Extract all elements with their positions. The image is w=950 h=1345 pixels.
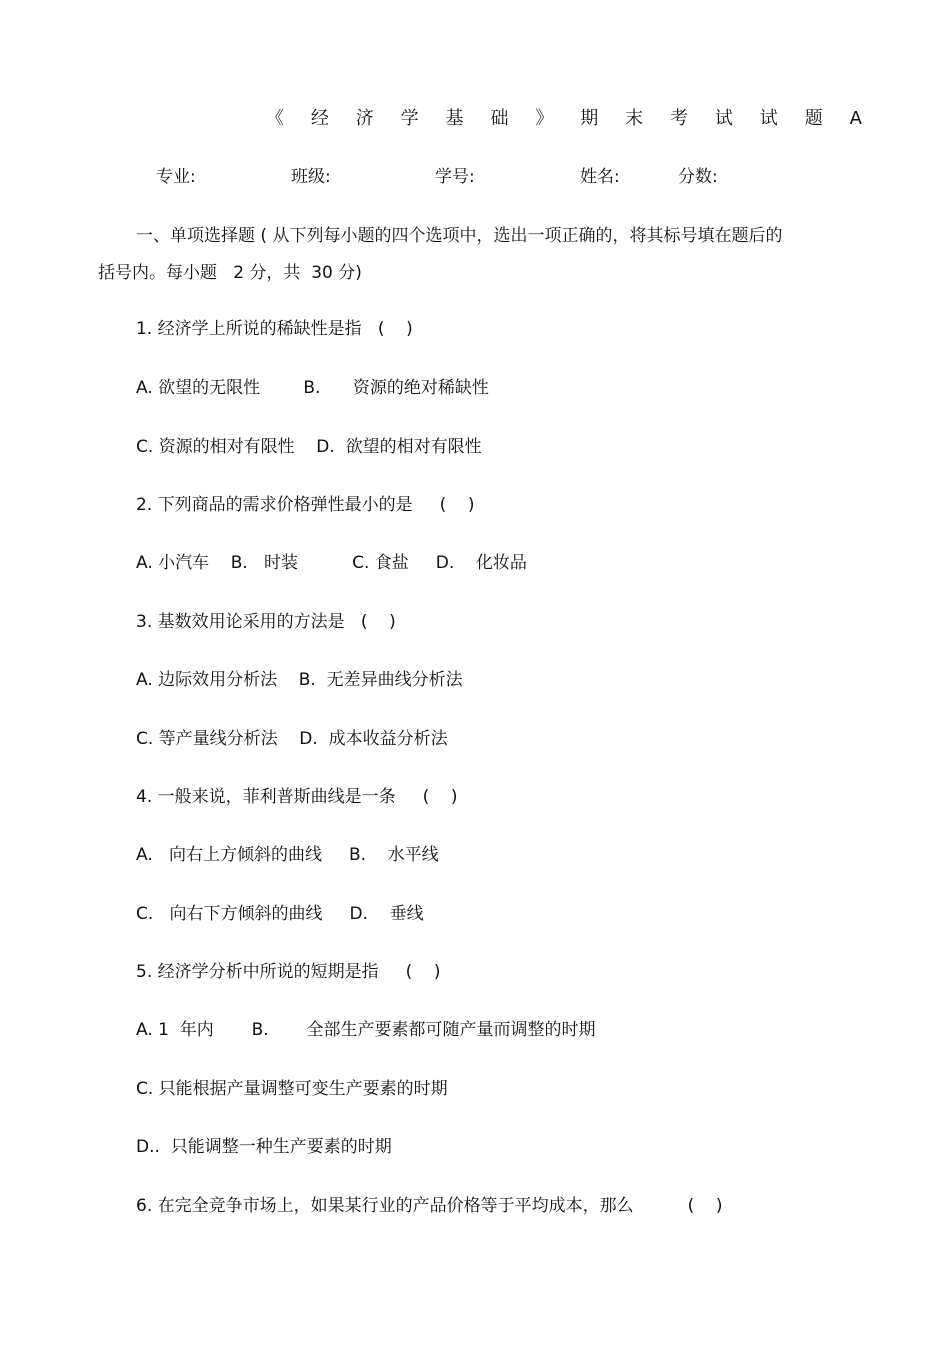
exam-title [266,107,862,131]
question-stem: 4. 一般来说，菲利普斯曲线是一条 ( ) [136,787,458,807]
title-char: 试 [714,108,733,129]
title-char: A [849,108,862,129]
question-option: A. 向右上方倾斜的曲线 B. 水平线 [136,845,439,865]
score-field-label: 分数: [678,167,718,187]
question-option: D.. 只能调整一种生产要素的时期 [136,1137,392,1157]
question-option: C. 资源的相对有限性 D. 欲望的相对有限性 [136,437,482,457]
title-char: 《 [266,108,284,129]
question-stem: 6. 在完全竞争市场上，如果某行业的产品价格等于平均成本，那么 ( ) [136,1196,723,1216]
question-stem: 1. 经济学上所说的稀缺性是指 ( ) [136,319,413,339]
title-char: 学 [400,108,419,129]
question-option: A. 小汽车 B. 时装 C. 食盐 D. 化妆品 [136,553,527,573]
question-option: A. 欲望的无限性 B. 资源的绝对稀缺性 [136,378,489,398]
question-option: C. 等产量线分析法 D. 成本收益分析法 [136,729,448,749]
class-field-label: 班级: [291,167,331,187]
section-instructions-line1: 一、单项选择题 ( 从下列每小题的四个选项中，选出一项正确的，将其标号填在题后的 [136,226,783,246]
title-char: 末 [625,108,644,129]
title-char: 经 [310,108,329,129]
question-option: C. 向右下方倾斜的曲线 D. 垂线 [136,904,424,924]
question-option: A. 边际效用分析法 B. 无差异曲线分析法 [136,670,463,690]
question-option: C. 只能根据产量调整可变生产要素的时期 [136,1079,448,1099]
title-char: 试 [759,108,778,129]
title-char: 济 [355,108,374,129]
title-char: 基 [445,108,464,129]
title-char: 考 [670,108,689,129]
student-id-field-label: 学号: [435,167,475,187]
major-field-label: 专业: [156,167,196,187]
section-instructions-line2: 括号内。每小题 2 分，共 30 分) [98,263,362,283]
title-char: 》 [535,108,554,129]
title-char: 期 [580,108,599,129]
question-stem: 2. 下列商品的需求价格弹性最小的是 ( ) [136,495,475,515]
question-option: A. 1 年内 B. 全部生产要素都可随产量而调整的时期 [136,1020,596,1040]
title-char: 础 [490,108,509,129]
question-stem: 5. 经济学分析中所说的短期是指 ( ) [136,962,441,982]
question-stem: 3. 基数效用论采用的方法是 ( ) [136,612,396,632]
title-char: 题 [804,108,823,129]
name-field-label: 姓名: [580,167,620,187]
